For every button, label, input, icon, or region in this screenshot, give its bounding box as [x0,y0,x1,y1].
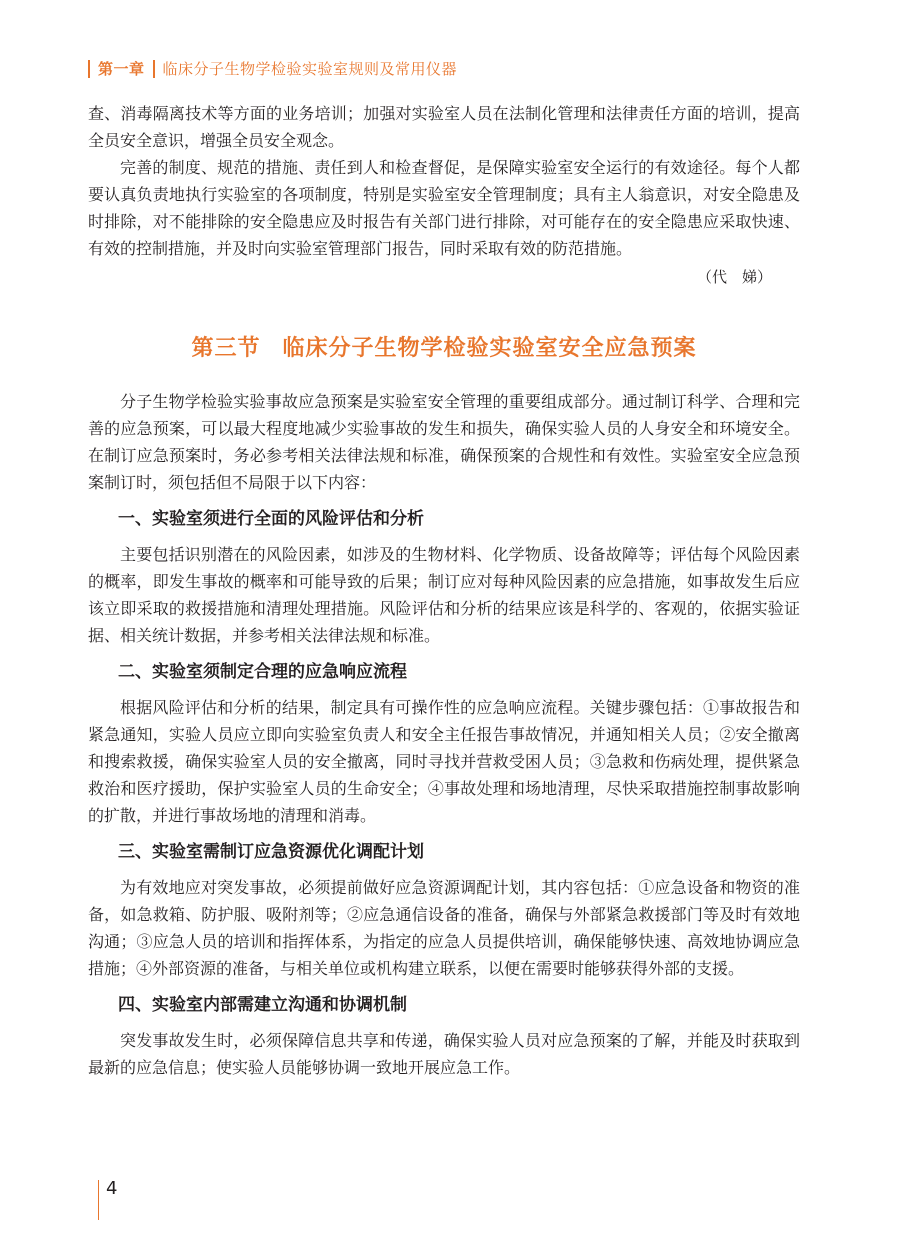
chapter-label: 第一章 [98,60,145,78]
section-intro: 分子生物学检验实验事故应急预案是实验室安全管理的重要组成部分。通过制订科学、合理和完善的应急预案，可以最大程度地减少实验事故的发生和损失，确保实验人员的人身安全和环境安全。在制订应急预案时，务必参考相关法律法规和标准，确保预案的合规性和有效性。实验室安全应急预案制订时，须包括但不局限于以下内容： [88,392,800,492]
page-body [88,100,800,1081]
author-credit: （代 娣） [696,268,772,286]
section-heading [88,331,800,362]
header-divider [153,60,155,78]
subsection-heading: 三、实验室需制订应急资源优化调配计划 [118,842,424,862]
section-number: 第三节 [191,336,261,361]
subsection-heading: 四、实验室内部需建立沟通和协调机制 [118,995,407,1015]
section-title: 临床分子生物学检验实验室安全应急预案 [282,336,697,361]
header-divider [88,60,90,78]
paragraph: 完善的制度、规范的措施、责任到人和检查督促，是保障实验室安全运行的有效途径。每个人都要认真负责地执行实验室的各项制度，特别是实验室安全管理制度；具有主人翁意识，对安全隐患及时排除，对不能排除的安全隐患应及时报告有关部门进行排除，对可能存在的安全隐患应采取快速、有效的控制措施，并及时向实验室管理部门报告，同时采取有效的防范措施。 [88,158,800,258]
subsection-heading: 二、实验室须制定合理的应急响应流程 [118,662,407,682]
page-number: 4 [106,1178,118,1199]
subsection-text: 为有效地应对突发事故，必须提前做好应急资源调配计划，其内容包括：①应急设备和物资的准备，如急救箱、防护服、吸附剂等；②应急通信设备的准备，确保与外部紧急救援部门等及时有效地沟通；③应急人员的培训和指挥体系，为指定的应急人员提供培训，确保能够快速、高效地协调应急措施；④外部资源的准备，与相关单位或机构建立联系，以便在需要时能够获得外部的支援。 [88,878,800,978]
running-header [88,58,457,79]
subsection-heading: 一、实验室须进行全面的风险评估和分析 [118,509,424,529]
subsection-text: 突发事故发生时，必须保障信息共享和传递，确保实验人员对应急预案的了解，并能及时获取到最新的应急信息；使实验人员能够协调一致地开展应急工作。 [88,1031,800,1077]
chapter-title: 临床分子生物学检验实验室规则及常用仪器 [162,60,458,78]
subsection-text: 主要包括识别潜在的风险因素，如涉及的生物材料、化学物质、设备故障等；评估每个风险因素的概率，即发生事故的概率和可能导致的后果；制订应对每种风险因素的应急措施，如事故发生后应该立即采取的救援措施和清理处理措施。风险评估和分析的结果应该是科学的、客观的，依据实验证据、相关统计数据，并参考相关法律法规和标准。 [88,545,800,645]
subsection-text: 根据风险评估和分析的结果，制定具有可操作性的应急响应流程。关键步骤包括：①事故报告和紧急通知，实验人员应立即向实验室负责人和安全主任报告事故情况，并通知相关人员；②安全撤离和搜索救援，确保实验室人员的安全撤离，同时寻找并营救受困人员；③急救和伤病处理，提供紧急救治和医疗援助，保护实验室人员的生命安全；④事故处理和场地清理，尽快采取措施控制事故影响的扩散，并进行事故场地的清理和消毒。 [88,698,800,825]
page-number-rule [98,1180,99,1220]
paragraph: 查、消毒隔离技术等方面的业务培训；加强对实验室人员在法制化管理和法律责任方面的培训，提高全员安全意识，增强全员安全观念。 [88,104,800,150]
